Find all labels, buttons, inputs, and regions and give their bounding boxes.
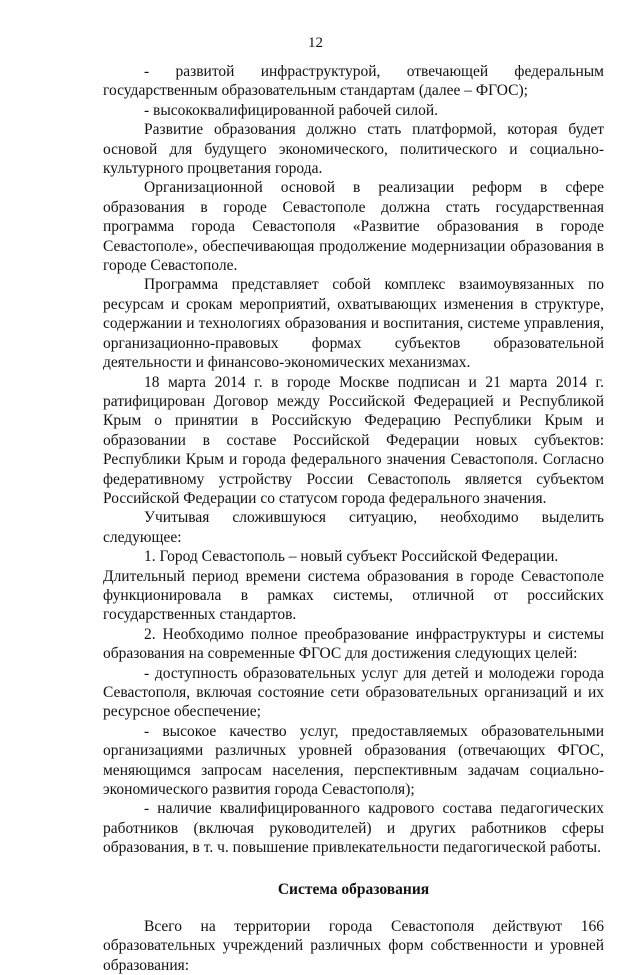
paragraph: 18 марта 2014 г. в городе Москве подписан и 21 марта 2014 г. ратифицирован Договор между Российской Федерацией и Республикой Крым о принятии в Российскую Федерацию Республики Крым и образовании в составе Российской Федерации новых субъектов: Республики Крым и города федерального значения Севастополя. Согласно федеративному устройству России Севастополь является субъектом Российской Федерации со статусом города федерального значения. [103,373,604,507]
document-body [103,62,604,975]
paragraph: Программа представляет собой комплекс взаимоувязанных по ресурсам и срокам мероприятий, охватывающих изменения в структуре, содержании и технологиях образования и воспитания, системе управления, организационно-правовых формах субъектов образовательной деятельности и финансово-экономических механизмах. [103,276,604,372]
list-item: - высокое качество услуг, предоставляемых образовательными организациями различных уровней образования (отвечающих ФГОС, меняющимся запросам населения, перспективным задачам социально-экономического развития города Севастополя); [103,722,604,799]
paragraph: - развитой инфраструктурой, отвечающей федеральным государственным образовательным стандартам (далее – ФГОС); [103,63,604,100]
list-item: 2. Необходимо полное преобразование инфраструктуры и системы образования на современные ФГОС для достижения следующих целей: [103,625,604,663]
paragraph: Учитывая сложившуюся ситуацию, необходимо выделить следующее: [103,509,604,546]
paragraph: Организационной основой в реализации реформ в сфере образования в городе Севастополе должна стать государственная программа города Севастополя «Развитие образования в городе Севастополе», обеспечивающая продолжение модернизации образования в городе Севастополе. [103,179,604,275]
list-item: 1. Город Севастополь – новый субъект Российской Федерации. [144,548,559,566]
page-number: 12 [308,35,323,51]
list-item: - наличие квалифицированного кадрового состава педагогических работников (включая руководителей) и других работников сферы образования, в т. ч. повышение привлекательности педагогической работы. [103,800,604,857]
paragraph: Всего на территории города Севастополя действуют 166 образовательных учреждений различных форм собственности и уровней образования: [103,918,604,974]
paragraph: - высококвалифицированной рабочей силой. [144,101,439,119]
section-heading: Система образования [277,880,430,898]
paragraph: Развитие образования должно стать платформой, которая будет основой для будущего экономического, политического и социально-культурного процветания города. [103,121,604,178]
paragraph: Длительный период времени система образования в городе Севастополе функционировала в рамках системы, отличной от российских государственных стандартов. [103,567,604,624]
list-item: - доступность образовательных услуг для детей и молодежи города Севастополя, включая состояние сети образовательных организаций и их ресурсное обеспечение; [103,664,604,721]
